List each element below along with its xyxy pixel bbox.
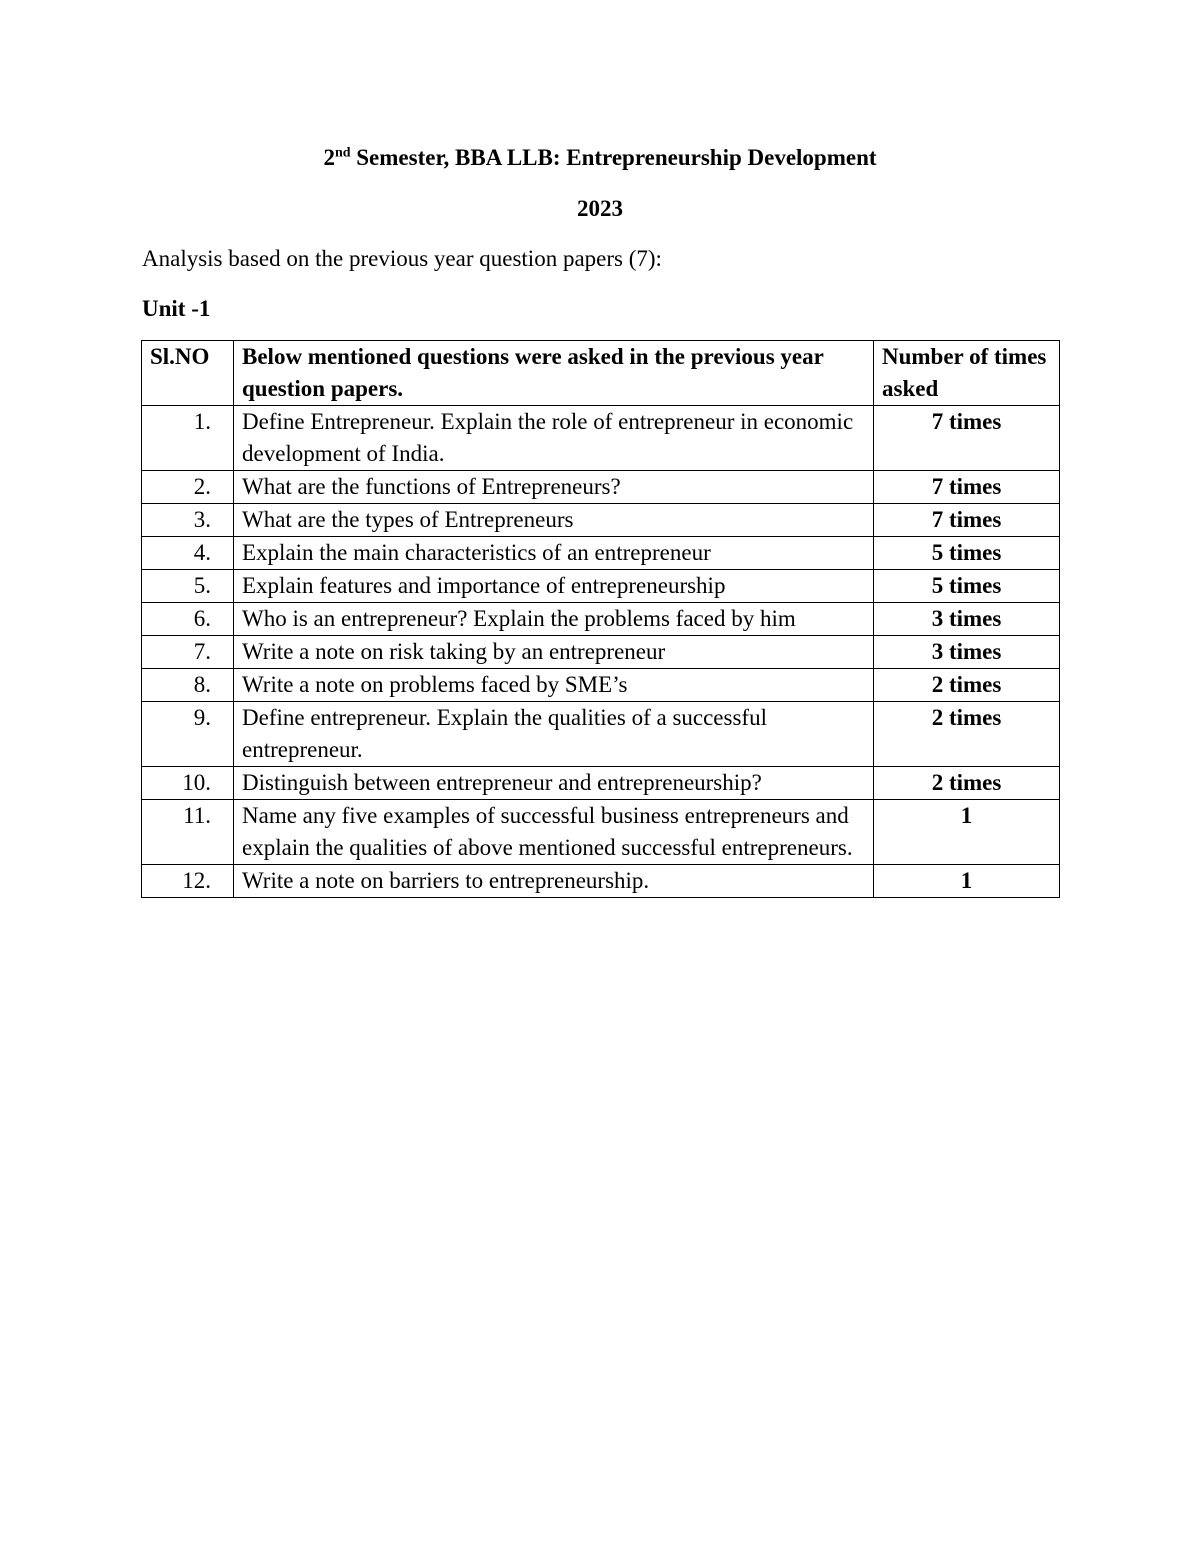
row-times-asked: 5 times	[874, 537, 1060, 570]
row-times-asked: 5 times	[874, 570, 1060, 603]
row-question: Name any five examples of successful business entrepreneurs and explain the qualities of above mentioned successful entrepreneurs.	[234, 800, 874, 865]
row-question: Define entrepreneur. Explain the qualities of a successful entrepreneur.	[234, 702, 874, 767]
table-row	[142, 800, 1060, 865]
row-sl-no: 2.	[142, 471, 234, 504]
document-title	[0, 142, 1200, 174]
table-row	[142, 504, 1060, 537]
row-times-asked: 2 times	[874, 702, 1060, 767]
questions-table	[141, 340, 1060, 898]
row-times-asked: 2 times	[874, 669, 1060, 702]
table-row	[142, 669, 1060, 702]
table-row	[142, 570, 1060, 603]
row-times-asked: 3 times	[874, 603, 1060, 636]
row-question: What are the types of Entrepreneurs	[234, 504, 874, 537]
row-times-asked: 1	[874, 865, 1060, 898]
row-times-asked: 7 times	[874, 504, 1060, 537]
header-question: Below mentioned questions were asked in the previous year question papers.	[234, 341, 874, 406]
table-row	[142, 702, 1060, 767]
table-row	[142, 636, 1060, 669]
row-times-asked: 1	[874, 800, 1060, 865]
row-sl-no: 5.	[142, 570, 234, 603]
row-sl-no: 10.	[142, 767, 234, 800]
row-question: Write a note on risk taking by an entrepreneur	[234, 636, 874, 669]
table-row	[142, 471, 1060, 504]
table-row	[142, 603, 1060, 636]
row-sl-no: 7.	[142, 636, 234, 669]
row-sl-no: 4.	[142, 537, 234, 570]
row-sl-no: 3.	[142, 504, 234, 537]
table-body	[142, 406, 1060, 898]
row-sl-no: 8.	[142, 669, 234, 702]
row-question: Explain features and importance of entrepreneurship	[234, 570, 874, 603]
row-sl-no: 11.	[142, 800, 234, 865]
row-question: Define Entrepreneur. Explain the role of entrepreneur in economic development of India.	[234, 406, 874, 471]
table-row	[142, 537, 1060, 570]
row-question: What are the functions of Entrepreneurs?	[234, 471, 874, 504]
row-times-asked: 3 times	[874, 636, 1060, 669]
row-sl-no: 9.	[142, 702, 234, 767]
table-row	[142, 767, 1060, 800]
document-year: 2023	[577, 196, 623, 221]
row-question: Write a note on problems faced by SME’s	[234, 669, 874, 702]
row-question: Distinguish between entrepreneur and entrepreneurship?	[234, 767, 874, 800]
header-times-asked: Number of times asked	[874, 341, 1060, 406]
title-ordinal-suffix: nd	[334, 145, 351, 161]
analysis-statement: Analysis based on the previous year question papers (7):	[142, 246, 662, 271]
row-times-asked: 7 times	[874, 471, 1060, 504]
unit-heading: Unit -1	[142, 296, 211, 321]
title-text: Semester, BBA LLB: Entrepreneurship Development	[350, 145, 877, 170]
row-question: Explain the main characteristics of an entrepreneur	[234, 537, 874, 570]
row-times-asked: 7 times	[874, 406, 1060, 471]
table-row	[142, 865, 1060, 898]
row-sl-no: 6.	[142, 603, 234, 636]
row-times-asked: 2 times	[874, 767, 1060, 800]
row-sl-no: 1.	[142, 406, 234, 471]
row-sl-no: 12.	[142, 865, 234, 898]
header-sl-no: Sl.NO	[142, 341, 234, 406]
title-ordinal-number: 2	[323, 145, 335, 170]
table-row	[142, 406, 1060, 471]
table-header-row	[142, 341, 1060, 406]
row-question: Who is an entrepreneur? Explain the problems faced by him	[234, 603, 874, 636]
row-question: Write a note on barriers to entrepreneurship.	[234, 865, 874, 898]
